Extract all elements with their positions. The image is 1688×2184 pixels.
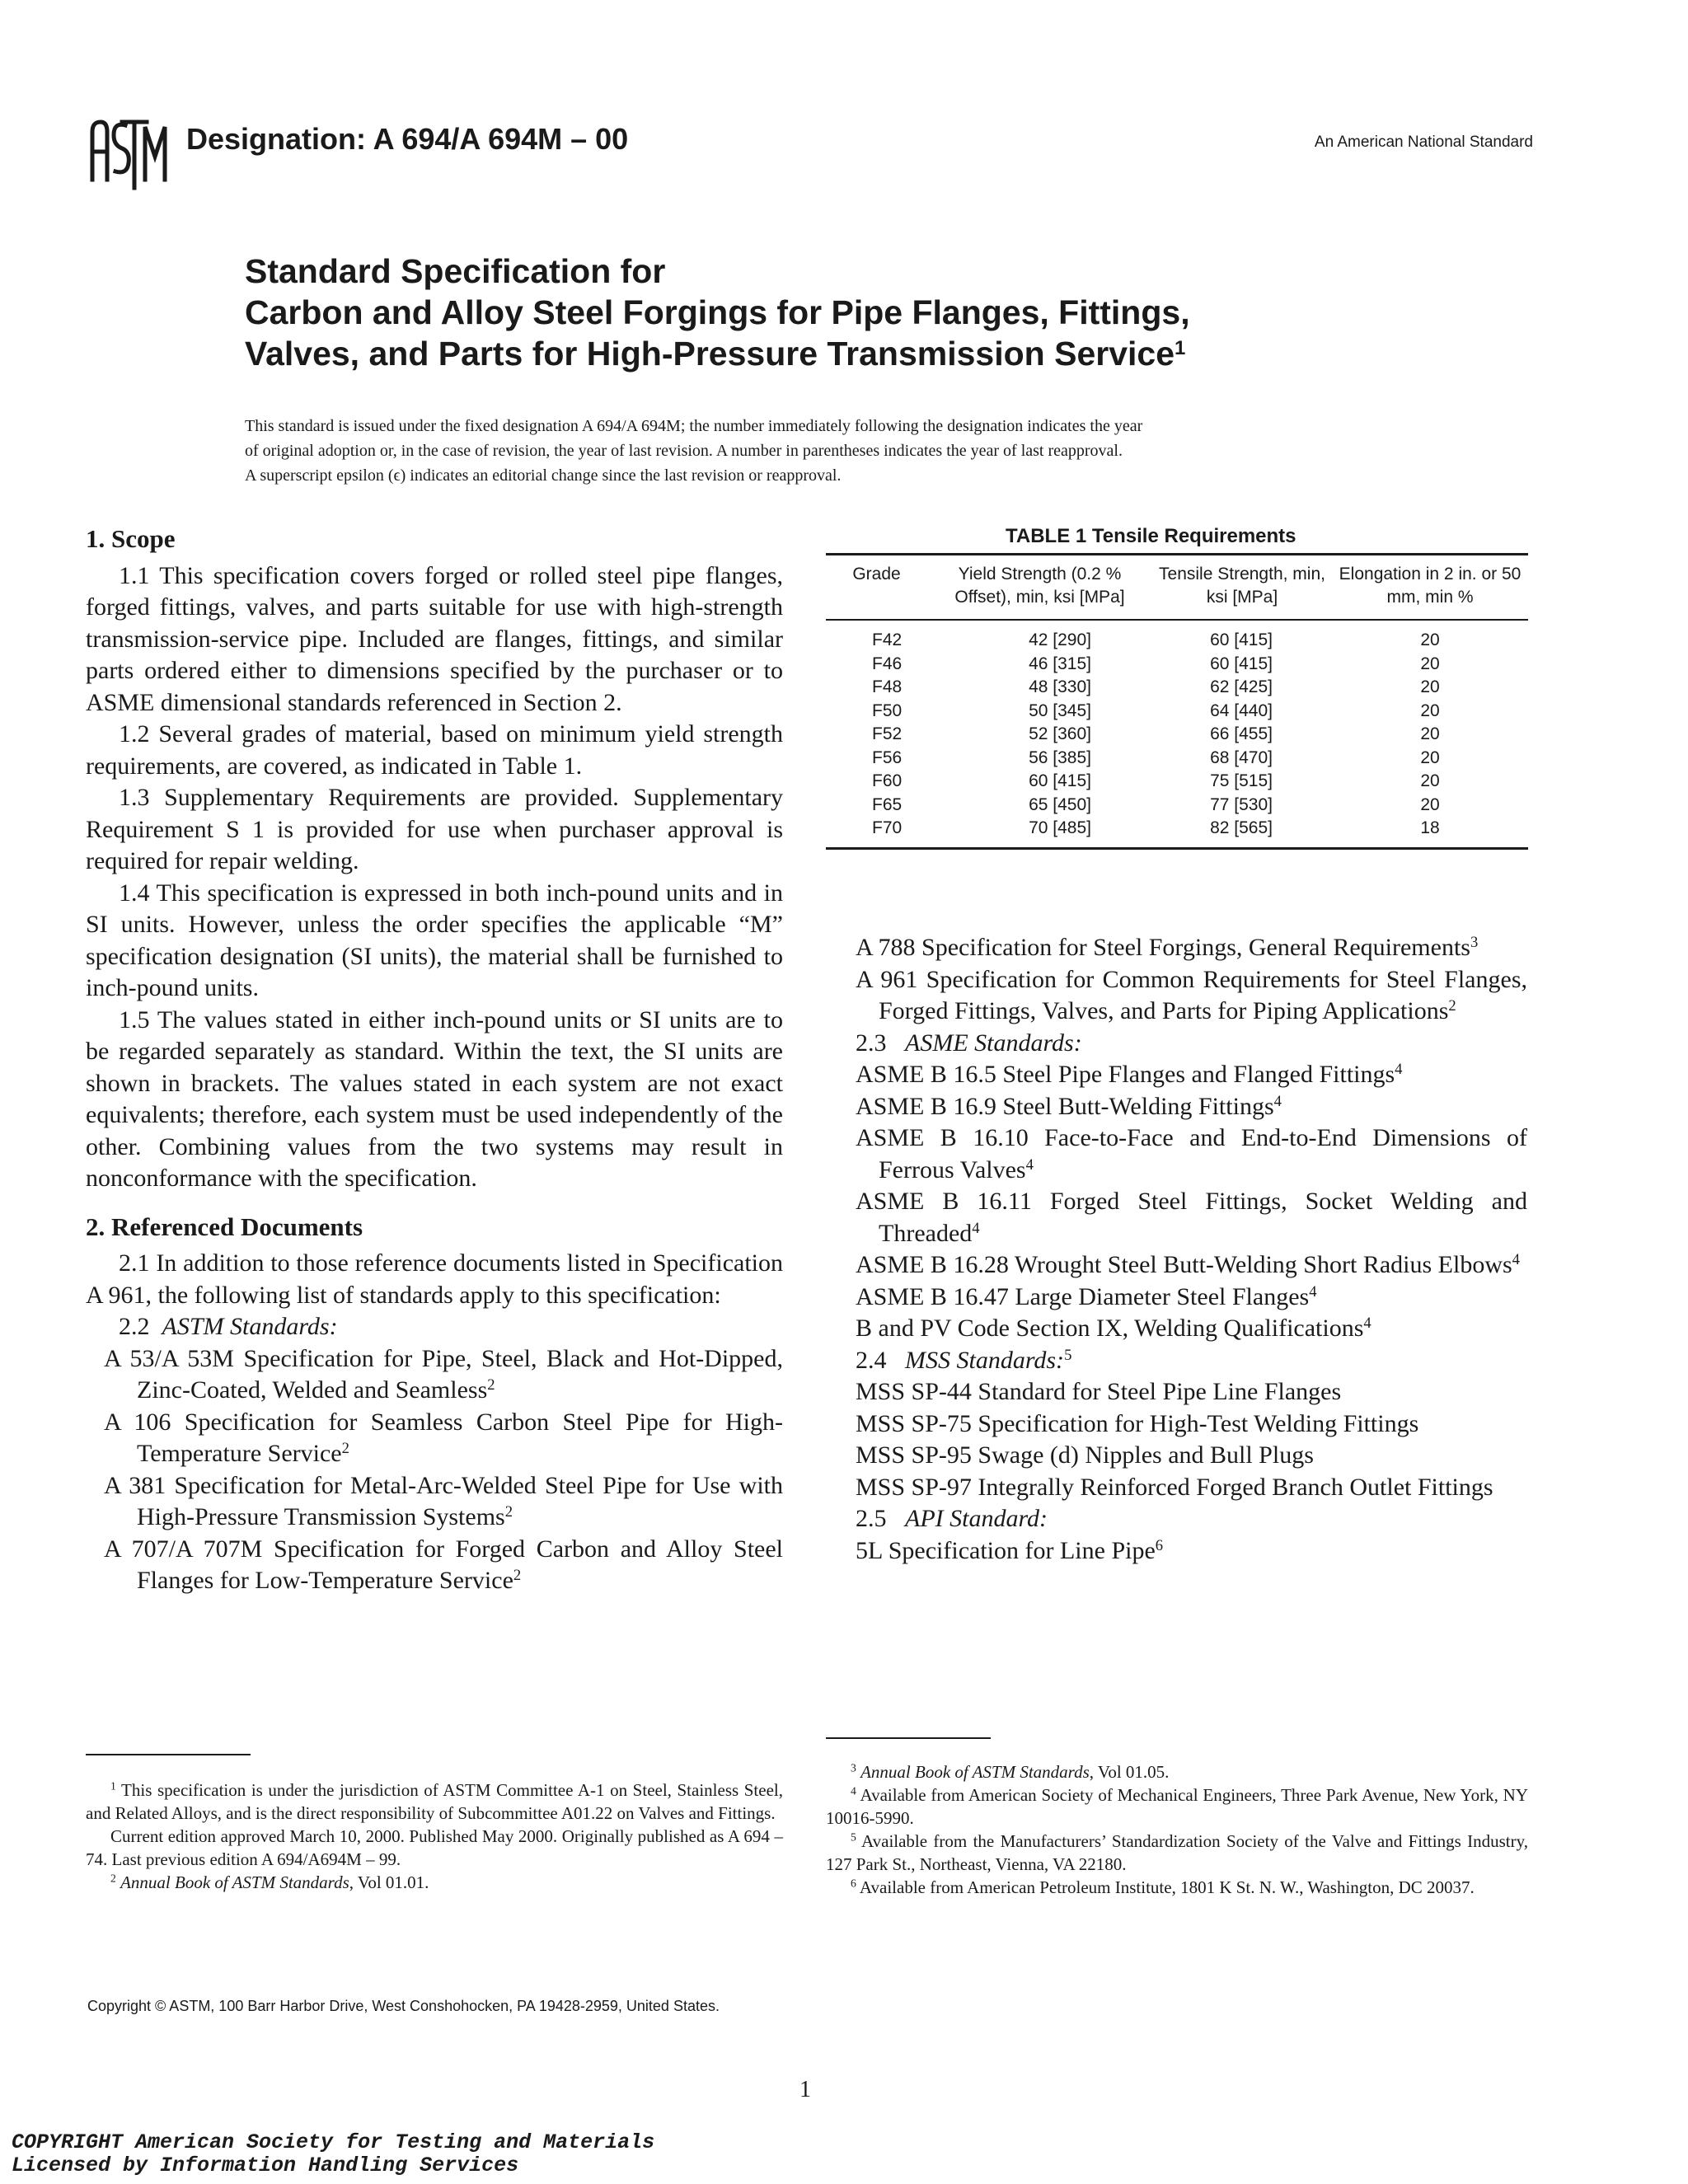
- reference-item: B and PV Code Section IX, Welding Qualifications$^4$: [856, 1314, 1372, 1342]
- title-footnote-ref: 1: [1175, 336, 1186, 359]
- table-cell: 65 [450]: [1029, 794, 1091, 814]
- issuance-note: [245, 414, 1399, 488]
- reference-item: ASME B 16.47 Large Diameter Steel Flanges$^4$: [856, 1282, 1317, 1310]
- table-cell: 46 [315]: [1029, 654, 1091, 673]
- table-row: [826, 770, 1528, 794]
- reference-item: 5L Specification for Line Pipe$^6$: [856, 1536, 1164, 1564]
- table-cell: 20: [1420, 701, 1440, 720]
- astm-standards-list-continued: [856, 932, 1527, 1028]
- col-header-tensile: Tensile Strength, min, ksi [MPa]: [1159, 565, 1325, 607]
- table-row: [826, 817, 1528, 848]
- license-stamp-line-1: COPYRIGHT American Society for Testing and Materials: [12, 2130, 655, 2154]
- reference-item: MSS SP-44 Standard for Steel Pipe Line Flanges: [856, 1378, 1342, 1405]
- table-row: [826, 653, 1528, 677]
- table-cell: 60 [415]: [1210, 630, 1273, 649]
- astm-standards-label: 2.2 ASTM Standards:: [119, 1313, 338, 1340]
- table-cell: 20: [1420, 654, 1440, 673]
- footnotes-left: [86, 1779, 783, 1894]
- asme-standards-list: [856, 1059, 1527, 1345]
- title-line-3: Valves, and Parts for High-Pressure Transmission Service$^1$: [245, 335, 1186, 373]
- table-cell: 20: [1420, 771, 1440, 790]
- api-standard-label: 2.5 API Standard:: [856, 1505, 1048, 1532]
- table-row: [826, 723, 1528, 747]
- tensile-requirements-table: [826, 553, 1528, 850]
- col-header-grade: Grade: [852, 565, 901, 583]
- table-cell: F46: [872, 654, 903, 673]
- table-cell: 48 [330]: [1029, 677, 1091, 696]
- astm-standards-list: [86, 1343, 783, 1597]
- table-row: [826, 620, 1528, 653]
- table-cell: F52: [872, 724, 903, 743]
- footnote: $^1$ This specification is under the jurisdiction of ASTM Committee A-1 on Steel, Stainless Steel, and Related Alloys, and is the direct responsibility of Subcommittee A01.22 on Valves and Fittings.: [86, 1779, 783, 1823]
- footnote-rule: [826, 1737, 991, 1739]
- footnote: Current edition approved March 10, 2000. Published May 2000. Originally published as A 694 – 74. Last previous edition A 694/A694M – 99.: [86, 1826, 783, 1869]
- footnotes-right: [826, 1760, 1528, 1899]
- table-cell: F60: [872, 771, 903, 790]
- issuance-line: A superscript epsilon (ϵ) indicates an editorial change since the last revision or reapproval.: [245, 466, 842, 485]
- asme-standards-label: 2.3 ASME Standards:: [856, 1029, 1082, 1057]
- reference-item: A 707/A 707M Specification for Forged Carbon and Alloy Steel Flanges for Low-Temperature Service$^2$: [104, 1535, 783, 1594]
- title-line-2: Carbon and Alloy Steel Forgings for Pipe Flanges, Fittings,: [245, 293, 1190, 331]
- table-cell: F48: [872, 677, 903, 696]
- table-cell: 77 [530]: [1210, 794, 1273, 814]
- mss-standards-label: 2.4 MSS Standards:$^5$: [856, 1346, 1072, 1374]
- table-row: [826, 794, 1528, 818]
- table-cell: F56: [872, 748, 903, 767]
- table-cell: 68 [470]: [1210, 748, 1273, 767]
- table-cell: F65: [872, 794, 903, 814]
- table-cell: 60 [415]: [1210, 654, 1273, 673]
- reference-item: A 961 Specification for Common Requirements for Steel Flanges, Forged Fittings, Valves, and Parts for Piping Applications$^2$: [856, 965, 1527, 1024]
- issuance-line: of original adoption or, in the case of revision, the year of last revision. A number in parentheses indicates the year of last reapproval.: [245, 442, 1123, 460]
- reference-item: A 53/A 53M Specification for Pipe, Steel, Black and Hot-Dipped, Zinc-Coated, Welded and Seamless$^2$: [104, 1344, 783, 1404]
- table-cell: 64 [440]: [1210, 701, 1273, 720]
- table-row: [826, 747, 1528, 771]
- left-column: [86, 523, 783, 1597]
- reference-item: MSS SP-95 Swage (d) Nipples and Bull Plugs: [856, 1441, 1314, 1469]
- table-cell: 75 [515]: [1210, 771, 1273, 790]
- table-cell: 18: [1420, 818, 1440, 837]
- footnote: $^4$ Available from American Society of Mechanical Engineers, Three Park Avenue, New York, NY 10016-5990.: [826, 1784, 1528, 1828]
- table-cell: 52 [360]: [1029, 724, 1091, 743]
- page-number: 1: [799, 2077, 811, 2102]
- reference-item: ASME B 16.28 Wrought Steel Butt-Welding Short Radius Elbows$^4$: [856, 1250, 1520, 1278]
- table-cell: 20: [1420, 630, 1440, 649]
- table-cell: F50: [872, 701, 903, 720]
- table-cell: 62 [425]: [1210, 677, 1273, 696]
- table-cell: 50 [345]: [1029, 701, 1091, 720]
- col-header-yield: Yield Strength (0.2 % Offset), min, ksi [MPa]: [954, 565, 1125, 607]
- table-header-row: [826, 555, 1528, 621]
- table-cell: 20: [1420, 724, 1440, 743]
- footnote: $^3$ Annual Book of ASTM Standards, Vol 01.05.: [851, 1761, 1170, 1782]
- table-cell: 82 [565]: [1210, 818, 1273, 837]
- col-header-elongation: Elongation in 2 in. or 50 mm, min %: [1339, 565, 1522, 607]
- referenced-documents-heading: 2. Referenced Documents: [86, 1212, 363, 1241]
- reference-item: ASME B 16.11 Forged Steel Fittings, Socket Welding and Threaded$^4$: [856, 1188, 1527, 1247]
- footnote-rule: [86, 1754, 251, 1755]
- title-line-1: Standard Specification for: [245, 252, 666, 290]
- table-cell: 20: [1420, 794, 1440, 814]
- table-cell: 42 [290]: [1029, 630, 1091, 649]
- table-cell: 20: [1420, 748, 1440, 767]
- table-cell: 56 [385]: [1029, 748, 1091, 767]
- scope-heading: 1. Scope: [86, 524, 176, 553]
- paragraph-1-2: 1.2 Several grades of material, based on minimum yield strength requirements, are covered, as indicated in Table 1.: [86, 720, 783, 780]
- footnote: $^2$ Annual Book of ASTM Standards, Vol 01.01.: [110, 1872, 429, 1892]
- paragraph-1-1: 1.1 This specification covers forged or rolled steel pipe flanges, forged fittings, valves, and parts suitable for use with high-strength transmission-service pipe. Included are flanges, fittings, and similar parts ordered either to dimensions specified by the purchaser or to ASME dimensional standards referenced in Section 2.: [86, 561, 783, 716]
- table-cell: 70 [485]: [1029, 818, 1091, 837]
- api-standards-list: [856, 1535, 1527, 1568]
- designation: Designation: A 694/A 694M – 00: [186, 122, 629, 156]
- table-cell: 60 [415]: [1029, 771, 1091, 790]
- table-row: [826, 700, 1528, 724]
- paragraph-1-5: 1.5 The values stated in either inch-pound units or SI units are to be regarded separately as standard. Within the text, the SI units are shown in brackets. The values stated in each system are not exact equivalents; therefore, each system must be used independently of the other. Combining values from the two systems may result in nonconformance with the specification.: [86, 1005, 783, 1192]
- table-body: [826, 620, 1528, 848]
- copyright-line: Copyright © ASTM, 100 Barr Harbor Drive, West Conshohocken, PA 19428-2959, United States.: [87, 1998, 720, 2014]
- paragraph-1-4: 1.4 This specification is expressed in both inch-pound units and in SI units. However, unless the order specifies the applicable “M” specification designation (SI units), the material shall be furnished to inch-pound units.: [86, 879, 783, 1001]
- astm-logo: [89, 115, 170, 191]
- license-stamp-line-2: Licensed by Information Handling Services: [12, 2154, 519, 2177]
- footnote: $^5$ Available from the Manufacturers’ Standardization Society of the Valve and Fittings Industry, 127 Park St., Northeast, Vienna, VA 22180.: [826, 1830, 1528, 1874]
- reference-item: A 106 Specification for Seamless Carbon Steel Pipe for High-Temperature Service$^2$: [104, 1408, 783, 1467]
- table-1-title: TABLE 1 Tensile Requirements: [1006, 525, 1296, 547]
- reference-item: MSS SP-97 Integrally Reinforced Forged Branch Outlet Fittings: [856, 1473, 1493, 1501]
- table-cell: F70: [872, 818, 903, 837]
- table-row: [826, 676, 1528, 700]
- reference-item: ASME B 16.10 Face-to-Face and End-to-End Dimensions of Ferrous Valves$^4$: [856, 1124, 1527, 1183]
- paragraph-2-1: 2.1 In addition to those reference documents listed in Specification A 961, the following list of standards apply to this specification:: [86, 1249, 783, 1309]
- document-title: [245, 251, 1481, 374]
- table-cell: 20: [1420, 677, 1440, 696]
- paragraph-1-3: 1.3 Supplementary Requirements are provided. Supplementary Requirement S 1 is provided for use when purchaser approval is required for repair welding.: [86, 784, 783, 874]
- reference-item: A 788 Specification for Steel Forgings, General Requirements$^3$: [856, 933, 1479, 961]
- table-cell: 66 [455]: [1210, 724, 1273, 743]
- mss-standards-list: [856, 1376, 1527, 1503]
- issuance-line: This standard is issued under the fixed designation A 694/A 694M; the number immediately following the designation indicates the year: [245, 417, 1143, 435]
- footnote: $^6$ Available from American Petroleum Institute, 1801 K St. N. W., Washington, DC 20037.: [851, 1877, 1475, 1897]
- reference-item: A 381 Specification for Metal-Arc-Welded Steel Pipe for Use with High-Pressure Transmission Systems$^2$: [104, 1471, 783, 1530]
- table-cell: F42: [872, 630, 903, 649]
- american-national-standard-label: An American National Standard: [1314, 134, 1533, 151]
- reference-item: ASME B 16.9 Steel Butt-Welding Fittings$^4$: [856, 1092, 1282, 1120]
- reference-item: ASME B 16.5 Steel Pipe Flanges and Flanged Fittings$^4$: [856, 1060, 1403, 1088]
- right-column: [856, 932, 1527, 1567]
- reference-item: MSS SP-75 Specification for High-Test Welding Fittings: [856, 1409, 1419, 1437]
